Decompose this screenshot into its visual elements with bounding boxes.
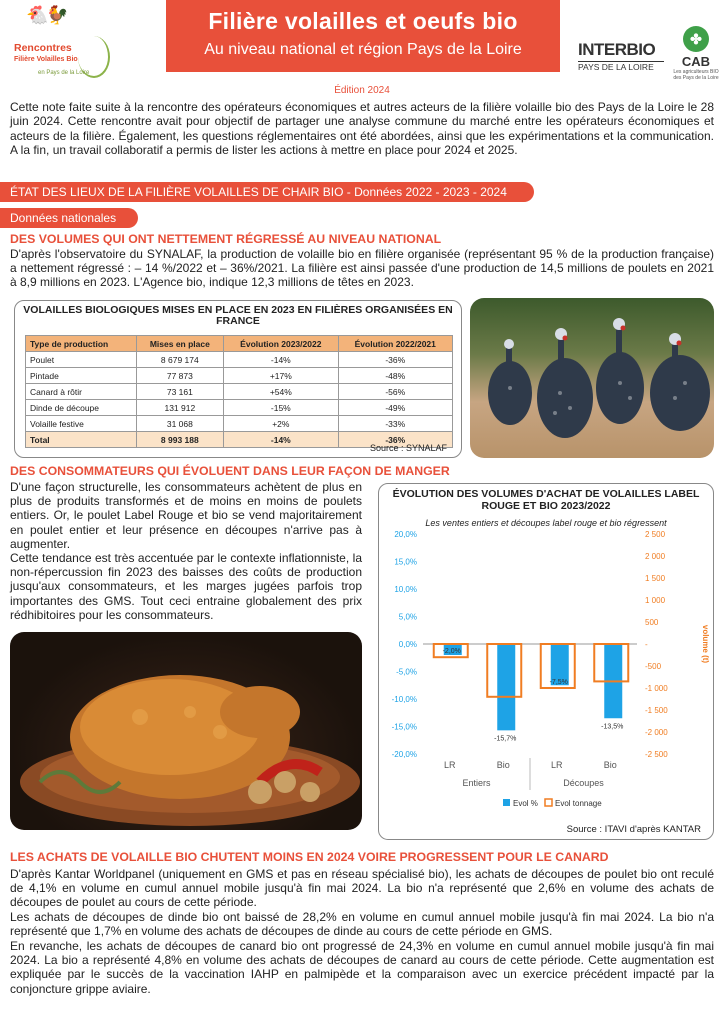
cell: -33% (338, 416, 452, 432)
logo-line-1: Rencontres (14, 42, 72, 54)
category-label: Bio (496, 760, 510, 770)
y-tick-left: 20,0% (394, 530, 417, 539)
table-row (26, 416, 453, 432)
legend-label-evol-tonnage: Evol tonnage (555, 799, 602, 808)
legend-swatch-evol-tonnage (545, 799, 552, 806)
y-tick-right: - (645, 640, 648, 649)
y-tick-right: -1 000 (645, 684, 668, 693)
y-tick-right: 2 500 (645, 530, 666, 539)
cab-name: CAB (681, 54, 711, 69)
cell: +54% (224, 384, 338, 400)
cell: Volaille festive (26, 416, 137, 432)
cell: Dinde de découpe (26, 400, 137, 416)
cell: 8 679 174 (136, 352, 224, 368)
chart-title: ÉVOLUTION DES VOLUMES D'ACHAT DE VOLAILLES LABEL ROUGE ET BIO 2023/2022 (392, 488, 700, 512)
cell: 73 161 (136, 384, 224, 400)
chart-subtitle: Les ventes entiers et découpes label rouge et bio régressent (425, 518, 667, 528)
chickens-icon: 🐔🐓 (26, 5, 67, 25)
y-tick-right: -500 (645, 662, 662, 671)
rencontres-logo (8, 6, 110, 82)
y-tick-left: 5,0% (398, 612, 417, 622)
title-banner (166, 0, 560, 72)
group-label: Entiers (462, 778, 491, 788)
y-tick-left: -15,0% (391, 722, 417, 732)
y-tick-right: -1 500 (645, 706, 668, 715)
edition-label: Édition 2024 (334, 85, 390, 96)
heading-purchases: LES ACHATS DE VOLAILLE BIO CHUTENT MOINS EN 2024 VOIRE PROGRESSENT POUR LE CANARD (10, 850, 609, 864)
cell: Poulet (26, 352, 137, 368)
guinea-fowl-photo (470, 298, 714, 458)
data-table (25, 335, 453, 448)
heading-volumes: DES VOLUMES QUI ONT NETTEMENT RÉGRESSÉ AU NIVEAU NATIONAL (10, 232, 442, 246)
cell: -36% (338, 432, 452, 448)
y-tick-left: -20,0% (391, 750, 417, 759)
chart-svg (379, 528, 713, 828)
paragraph-consumers-1: D'une façon structurelle, les consommateurs achètent de plus en plus de produits transformés et de moins en moins de poulets entiers. Or, le poulet Label Rouge et bio se vend majoritairement en poulet entier et leur présence en découpes n'arrive pas à augmenter. (10, 480, 362, 551)
cell: Total (26, 432, 137, 448)
y-tick-left: 0,0% (398, 640, 417, 649)
category-label: Bio (603, 760, 617, 770)
data-label: -7,5% (549, 679, 568, 686)
cell: 31 068 (136, 416, 224, 432)
logo-line-2: Filière Volailles Bio (14, 56, 78, 63)
data-label: -2,0% (442, 648, 461, 656)
table-row (26, 400, 453, 416)
category-label: LR (443, 760, 456, 770)
paragraph-volumes: D'après l'observatoire du SYNALAF, la production de volaille bio en filière organisée (représentant 95 % de la production française) a nettement régressé : – 14 %/2022 et – 36%/2021. La filière est ainsi passée d'une production de 14,5 millions de poulets en 2021 à 8,9 millions en 2023. L'Agence bio, indique 12,3 millions de têtes en 2023. (10, 247, 714, 290)
cell: 131 912 (136, 400, 224, 416)
category-label: LR (550, 760, 563, 770)
heading-consumers: DES CONSOMMATEURS QUI ÉVOLUENT DANS LEUR FAÇON DE MANGER (10, 464, 450, 478)
cell: 77 873 (136, 368, 224, 384)
y-tick-right: 1 500 (645, 574, 666, 583)
col-header: Évolution 2023/2022 (224, 336, 338, 352)
paragraph-purchases-3: En revanche, les achats de découpes de canard bio ont progressé de 24,3% en volume en cumul annuel mobile jusqu'à fin mai 2024. La bio a représenté 4,8% en volume des achats de découpes de canard au cours de cette période. Cette augmentation est expliquée par le succès de la vaccination IAHP en palmipède et la comparaison avec un exercice précédent impacté par la conjoncture grippe aviaire. (10, 939, 714, 996)
legend-swatch-evol-pct (503, 799, 510, 806)
cell: -14% (224, 432, 338, 448)
cell: -56% (338, 384, 452, 400)
cab-logo (672, 26, 720, 81)
table-box (14, 300, 462, 458)
page-subtitle: Au niveau national et région Pays de la Loire (204, 41, 522, 58)
table-row (26, 368, 453, 384)
page-title: Filière volailles et oeufs bio (208, 8, 518, 34)
paragraph-consumers-2: Cette tendance est très accentuée par le contexte inflationniste, la non-répercussion fin 2023 des baisses des coûts de production jusqu'aux consommateurs, et les marges jugées parfois trop importantes des GMS. Tout ceci entraine globalement des prix rédhibitoires pour les consommateurs. (10, 551, 362, 622)
chart-source: Source : ITAVI d'après KANTAR (566, 824, 701, 835)
section-band: ÉTAT DES LIEUX DE LA FILIÈRE VOLAILLES DE CHAIR BIO - Données 2022 - 2023 - 2024 (0, 182, 534, 202)
table-row (26, 352, 453, 368)
table-header-row (26, 336, 453, 352)
data-label: -15,7% (494, 735, 517, 743)
cell: Canard à rôtir (26, 384, 137, 400)
interbio-region: PAYS DE LA LOIRE (578, 61, 664, 72)
cell: -49% (338, 400, 452, 416)
table-source: Source : SYNALAF (369, 443, 447, 453)
cell: -15% (224, 400, 338, 416)
cell: 8 993 188 (136, 432, 224, 448)
table-row (26, 384, 453, 400)
y-tick-left: -5,0% (396, 667, 417, 677)
subsection-band: Données nationales (0, 208, 138, 228)
y-tick-right: 2 000 (645, 552, 666, 561)
cell: Pintade (26, 368, 137, 384)
y-tick-left: 15,0% (394, 557, 417, 567)
y-axis-label-right: volume (t) (701, 624, 710, 664)
y-tick-right: -2 500 (645, 750, 668, 759)
clover-icon: ✤ (683, 26, 709, 52)
intro-paragraph: Cette note faite suite à la rencontre des opérateurs économiques et autres acteurs de la filière volaille bio des Pays de la Loire le 28 juin 2024. Cette rencontre avait pour objectif de partager une analyse commune du marché entre les opérateurs économiques et acteurs de la filière. Également, les questions réglementaires ont été abordées, ainsi que les expérimentations et la communication. A la fin, un travail collaboratif a permis de lister les actions à mettre en place pour 2024 et 2025. (10, 100, 714, 157)
cell: -14% (224, 352, 338, 368)
y-tick-right: -2 000 (645, 728, 668, 737)
data-label: -13,5% (601, 723, 624, 731)
col-header: Type de production (26, 336, 137, 352)
interbio-logo (578, 40, 664, 72)
table-title: VOLAILLES BIOLOGIQUES MISES EN PLACE EN 2023 EN FILIÈRES ORGANISÉES EN FRANCE (23, 304, 453, 327)
cell: -36% (338, 352, 452, 368)
paragraph-purchases-2: Les achats de découpes de dinde bio ont baissé de 28,2% en volume en cumul annuel mobile jusqu'à fin mai 2024. La bio n'a représenté que 1,7% en volume des achats de découpes de dinde au cours de cette période en GMS. (10, 910, 714, 939)
cell: -48% (338, 368, 452, 384)
y-tick-right: 1 000 (645, 596, 666, 605)
y-tick-left: -10,0% (391, 695, 417, 704)
paragraph-purchases-1: D'après Kantar Worldpanel (uniquement en GMS et pas en réseau spécialisé bio), les achats de découpes de poulet bio ont reculé de 4,1% en volume en cumul annuel mobile jusqu'à fin mai 2024. La bio n'a représenté que 2,6% en volume des achats de découpes de poulet au cours de cette période. (10, 867, 714, 910)
col-header: Mises en place (136, 336, 224, 352)
roast-chicken-photo (10, 632, 362, 830)
y-tick-right: 500 (645, 618, 659, 627)
col-header: Évolution 2022/2021 (338, 336, 452, 352)
legend-label-evol-pct: Evol % (513, 799, 538, 808)
interbio-name: INTERBIO (578, 40, 656, 59)
bar-evol-pct (497, 644, 515, 730)
cell: +2% (224, 416, 338, 432)
chart-box (378, 483, 714, 840)
cab-tagline: Les agriculteurs BIO des Pays de la Loire (673, 69, 719, 81)
y-tick-left: 10,0% (394, 585, 417, 594)
cell: +17% (224, 368, 338, 384)
group-label: Découpes (563, 778, 604, 788)
logo-line-3: en Pays de la Loire (38, 70, 90, 76)
